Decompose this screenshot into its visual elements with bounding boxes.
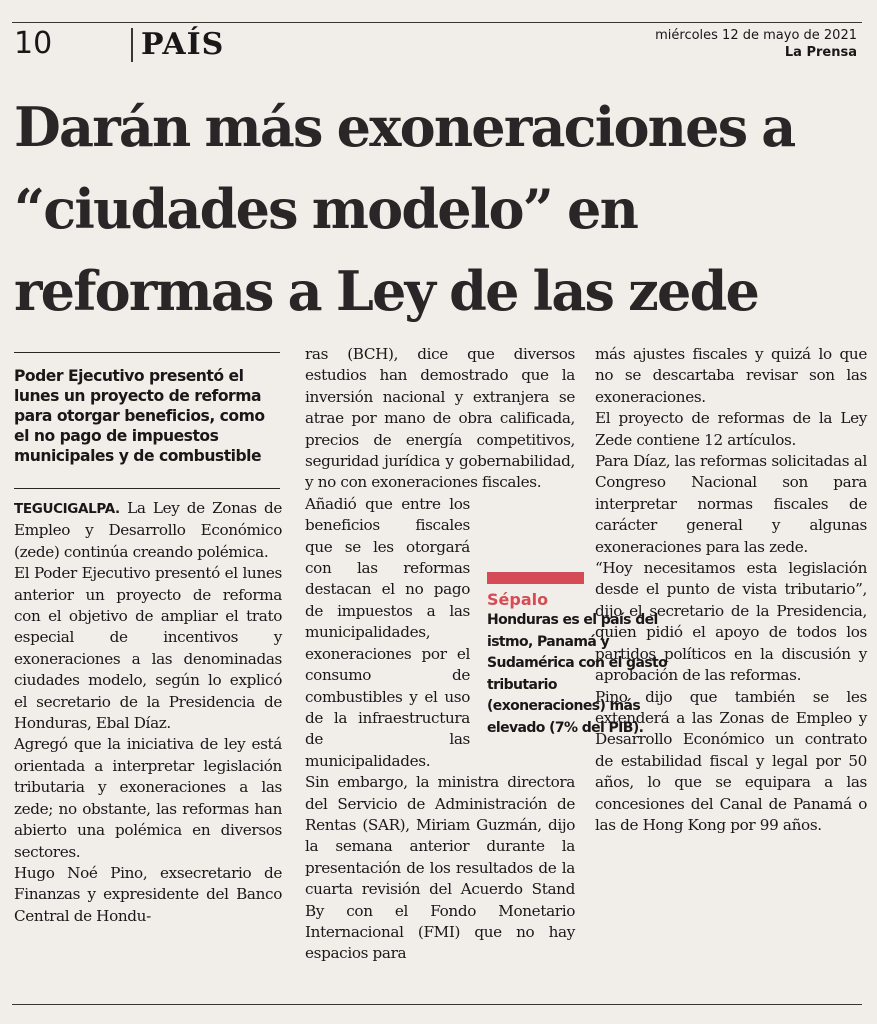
paragraph: Agregó que la iniciativa de ley está orientada a interpretar legislación tributaria y exoneraciones a las zede; no obstante, las reformas han abierto una polémica en diversos sectores. (14, 735, 282, 861)
issue-date: miércoles 12 de mayo de 2021 (655, 28, 857, 43)
article-column-1 (14, 498, 282, 927)
page-number: 10 (14, 26, 53, 61)
dateline: TEGUCIGALPA. (14, 501, 120, 517)
sidebar-title: Sépalo (487, 590, 549, 609)
header-rule (12, 22, 862, 23)
paragraph: Pino dijo que también se les extenderá a las Zonas de Empleo y Desarrollo Económico un contrato de estabilidad fiscal y legal por 50 años, lo que se equipara a las concesiones del Canal de Panamá o las de Hong Kong por 99 años. (595, 687, 867, 834)
paragraph: ras (BCH), dice que diversos estudios han demostrado que la inversión nacional y extranjera se atrae por mano de obra calificada, precios de energía competitivos, seguridad jurídica y gobernabilidad, y no con exoneraciones fiscales. (305, 345, 575, 492)
kicker-bottom-rule (14, 488, 280, 489)
paragraph-text: La Ley de Zonas de Empleo y Desarrollo Económico (zede) continúa creando polémica. (14, 499, 282, 561)
paragraph (14, 498, 282, 563)
paragraph: más ajustes fiscales y quizá lo que no se descartaba revisar son las exoneraciones. (595, 345, 867, 406)
header-divider (131, 28, 133, 62)
article-column-3 (595, 344, 867, 836)
article-kicker: Poder Ejecutivo presentó el lunes un proyecto de reforma para otorgar beneficios, como el no pago de impuestos municipales y de combustible (14, 367, 265, 465)
paragraph: “Hoy necesitamos esta legislación desde el punto de vista tributario”, dijo el secretario de la Presidencia, quien pidió el apoyo de todos los partidos políticos en la discusión y aprobación de las reformas. (595, 559, 867, 685)
newspaper-name: La Prensa (784, 45, 857, 60)
paragraph: Hugo Noé Pino, exsecretario de Finanzas y expresidente del Banco Central de Hondu- (14, 863, 282, 925)
footer-rule (12, 1004, 862, 1005)
sidebar-text: Honduras es el país del istmo, Panamá y Sudamérica con el gasto tributario (exoneraciones) más elevado (7% del PIB). (487, 612, 668, 736)
article-headline: Darán más exoneraciones a “ciudades modelo” en reformas a Ley de las zede (14, 95, 795, 323)
paragraph: Para Díaz, las reformas solicitadas al Congreso Nacional son para interpretar normas fiscales de carácter general y algunas exoneraciones para las zede. (595, 452, 867, 556)
section-title: PAÍS (141, 27, 225, 62)
sidebar-accent-bar (487, 572, 584, 584)
kicker-top-rule (14, 352, 280, 353)
paragraph: Sin embargo, la ministra directora del Servicio de Administración de Rentas (SAR), Miriam Guzmán, dijo la semana anterior durante la presentación de los resultados de la cuarta revisión del Acuerdo Stand By con el Fondo Monetario Internacional (FMI) que no hay espacios para (305, 773, 575, 963)
paragraph: El Poder Ejecutivo presentó el lunes anterior un proyecto de reforma con el objetivo de ampliar el trato especial de incentivos y exoneraciones a las denominadas ciudades modelo, según lo explicó el secretario de la Presidencia de Honduras, Ebal Díaz. (14, 564, 282, 733)
paragraph: El proyecto de reformas de la Ley Zede contiene 12 artículos. (595, 409, 867, 449)
paragraph-text: Añadió que entre los beneficios fiscales que se les otorgará con las reformas destacan el no pago de impuestos a las municipalidades, exoneraciones por el consumo de combustibles y el uso de la infraestructura de las municipalidades. (305, 494, 470, 770)
